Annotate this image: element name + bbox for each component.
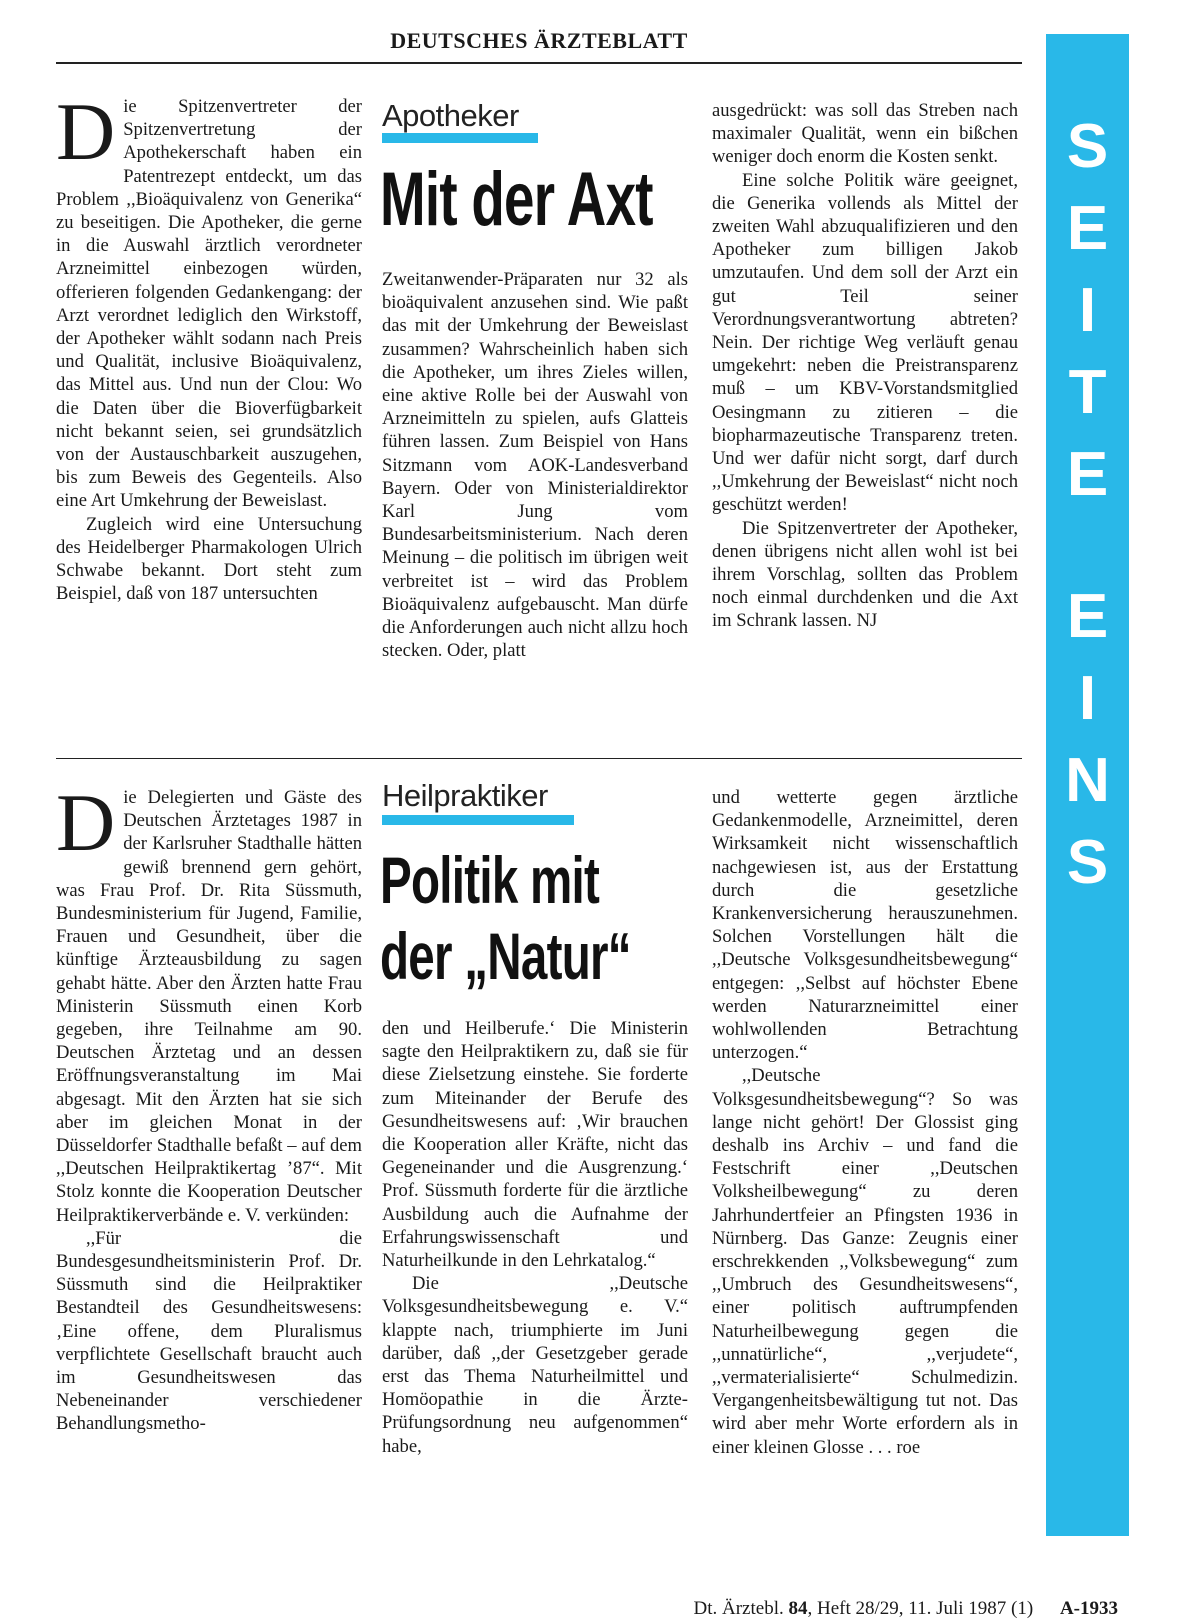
footer-page-number: A-1933 (1059, 1598, 1118, 1619)
article-divider (56, 758, 1022, 759)
article1-kicker: Apotheker (382, 98, 519, 133)
article2-headline-line2: der „Natur“ (380, 919, 631, 993)
article1-col1-para2: Zugleich wird eine Untersuchung des Heidelberger Pharmakologen Ulrich Schwabe bekannt. Dort steht zum Beispiel, daß von 187 untersuchten (56, 513, 362, 605)
article1-headline: Mit der Axt (380, 157, 653, 242)
article2-headline-line1: Politik mit (380, 843, 600, 917)
article1-dropcap: D (56, 86, 116, 177)
article1-column3 (712, 99, 1018, 633)
article1-column1 (56, 86, 362, 605)
article1-col3-para3: Die Spitzenvertreter der Apotheker, denen übrigens nicht allen wohl ist bei ihrem Vorschlag, sollten das Problem noch einmal durchdenken und die Axt im Schrank lassen. NJ (712, 517, 1018, 632)
article1-kicker-bar (382, 133, 538, 143)
journal-masthead: DEUTSCHES ÄRZTEBLATT (390, 28, 688, 53)
article2-column1 (56, 777, 362, 1436)
article1-column2 (382, 268, 688, 662)
article2-col1-para2: ,,Für die Bundesgesundheitsministerin Prof. Dr. Süssmuth sind die Heilpraktiker Bestandteil des Gesundheitswesens: ‚Eine offene, dem Pluralismus verpflichtete Gesellschaft braucht auch im Gesundheitswesen das Nebeneinander verschiedener Behandlungsmetho- (56, 1227, 362, 1435)
page-footer (694, 1598, 1119, 1620)
sidebar-letter: N (1065, 746, 1110, 815)
article2-dropcap: D (56, 777, 116, 868)
article2-kicker-bar (382, 815, 574, 825)
sidebar-letter: E (1066, 582, 1109, 651)
header-rule (56, 62, 1022, 64)
sidebar-letter: S (1066, 828, 1109, 897)
article2-col2-para2: Die ,,Deutsche Volksgesundheitsbewegung e. V.“ klappte nach, triumphierte im Juni darüber, daß ,,der Gesetzgeber gerade erst das Thema Naturheilmittel und Homöopathie in die Ärzte-Prüfungsordnung neu aufgenommen“ habe, (382, 1273, 688, 1457)
article2-column2 (382, 1017, 688, 1458)
article2-column3 (712, 786, 1018, 1459)
sidebar-letter: S (1066, 112, 1109, 181)
footer-issue: , Heft 28/29, 11. Juli 1987 (1) (807, 1598, 1034, 1619)
article1-col3-para1: ausgedrückt: was soll das Streben nach maximaler Qualität, wenn ein bißchen weniger doch enorm die Kosten senkt. (712, 100, 1018, 168)
sidebar-letter: I (1078, 664, 1097, 733)
article1-col3-para2: Eine solche Politik wäre geeignet, die Generika vollends als Mittel der zweiten Wahl abzuqualifizieren und den Apotheker zum billigen Jakob umzutaufen. Und dem soll der Arzt ein gut Teil seiner Verordnungsverantwortung abtreten? Nein. Der richtige Weg verläuft genau umgekehrt: neben die Preistransparenz muß – um KBV-Vorstandsmitglied Oesingmann zu zitieren – die biopharmazeutische Transparenz treten. Und wer dafür nicht sorgt, darf durch ,,Umkehrung der Beweislast“ nicht noch geschützt werden! (712, 169, 1018, 516)
sidebar-letter: E (1066, 440, 1109, 509)
article1-col1-para1: ie Spitzenvertreter der Spitzenvertretung der Apothekerschaft haben ein Patentrezept entdeckt, um das Problem ,,Bioäquivalenz von Generika“ zu beseitigen. Die Apotheker, die gerne in die Auswahl ärztlich verordneter Arzneimittel einbezogen würden, offerieren folgenden Gedankengang: der Arzt verordnet lediglich den Wirkstoff, der Apotheker wählt sodann nach Preis und Qualität, inclusive Bioäquivalenz, das Mittel aus. Und nun der Clou: Wo die Daten über die Bioverfügbarkeit nicht bekannt seien, sei grundsätzlich von der Austauschbarkeit auszugehen, bis zum Beweis des Gegenteils. Also eine Art Umkehrung der Beweislast. (56, 96, 362, 512)
article2-col3-para2: ,,Deutsche Volksgesundheitsbewegung“? So was lange nicht gehört! Der Glossist ging deshalb ins Archiv – und fand die Festschrift einer ,,Deutschen Volksheilbewegung“ zu deren Jahrhundertfeier an Pfingsten 1936 in Nürnberg. Das Ganze: Zeugnis einer erschrekkenden ,,Volksbewegung“ zum ,,Umbruch des Gesundheitswesens“, einer politisch auftrumpfenden Naturheilbewegung gegen die ,,unnatürliche“, ,,verjudete“, ,,vermaterialisierte“ Schulmedizin. Vergangenheitsbewältigung tut not. Das wird aber mehr Worte erfordern als in einer kleinen Glosse . . . roe (712, 1065, 1018, 1458)
article1-col2-para1: Zweitanwender-Präparaten nur 32 als bioäquivalent anzusehen sind. Wie paßt das mit der Umkehrung der Beweislast zusammen? Wahrscheinlich haben sich die Apotheker, um ihres Zieles willen, eine aktive Rolle bei der Auswahl von Arzneimitteln zu spielen, aufs Glatteis führen lassen. Zum Beispiel von Hans Sitzmann vom AOK-Landesverband Bayern. Oder von Ministerialdirektor Karl Jung vom Bundesarbeitsministerium. Nach deren Meinung – die politisch im übrigen weit verbreitet ist – wird das Problem Bioäquivalenz aufgebauscht. Man dürfe die Anforderungen auch nicht allzu hoch stecken. Oder, platt (382, 269, 688, 662)
seite-eins-sidebar (1046, 34, 1129, 1536)
article2-col2-para1: den und Heilberufe.‘ Die Ministerin sagte den Heilpraktikern zu, daß sie für diese Zielsetzung einstehe. Sie forderte zum Miteinander der Berufe des Gesundheitswesens auf: ‚Wir brauchen die Kooperation aller Kräfte, nicht das Gegeneinander und die Ausgrenzung.‘ Prof. Süssmuth forderte für die ärztliche Ausbildung auch die Aufnahme der Erfahrungswissenschaft und Naturheilkunde in den Lehrkatalog.“ (382, 1018, 688, 1272)
footer-volume: 84 (788, 1598, 808, 1619)
article2-col3-para1: und wetterte gegen ärztliche Gedankenmodelle, Arzneimittel, deren Wirksamkeit nicht wissenschaftlich nachgewiesen ist, aus der Erstattung durch die gesetzliche Krankenversicherung herauszunehmen. Solchen Vorstellungen hält die ,,Deutsche Volksgesundheitsbewegung“ entgegen: ,,Selbst auf höchster Ebene werden Naturarzneimittel einer wohlwollenden Betrachtung unterzogen.“ (712, 787, 1018, 1064)
sidebar-letter: E (1066, 194, 1109, 263)
sidebar-letter: I (1078, 276, 1097, 345)
footer-journal: Dt. Ärztebl. (693, 1598, 784, 1619)
article2-col1-para1: ie Delegierten und Gäste des Deutschen Ärztetages 1987 in der Karlsruher Stadthalle hätten gewiß brennend gern gehört, was Frau Prof. Dr. Rita Süssmuth, Bundesministerium für Jugend, Familie, Frauen und Gesundheit, über die künftige Ärzteausbildung zu sagen gehabt hätte. Aber den Ärzten hatte Frau Ministerin Süssmuth einen Korb gegeben, ihre Teilnahme am 90. Deutschen Ärztetag und an dessen Eröffnungsveranstaltung im Mai abgesagt. Mit den Ärzten hat sie sich aber im gleichen Monat in der Düsseldorfer Stadthalle befaßt – auf dem ,,Deutschen Heilpraktikertag ’87“. Mit Stolz konnte die Kooperation Deutscher Heilpraktikerverbände e. V. verkünden: (56, 787, 362, 1226)
article2-kicker: Heilpraktiker (382, 778, 548, 813)
sidebar-letter: T (1068, 358, 1107, 427)
